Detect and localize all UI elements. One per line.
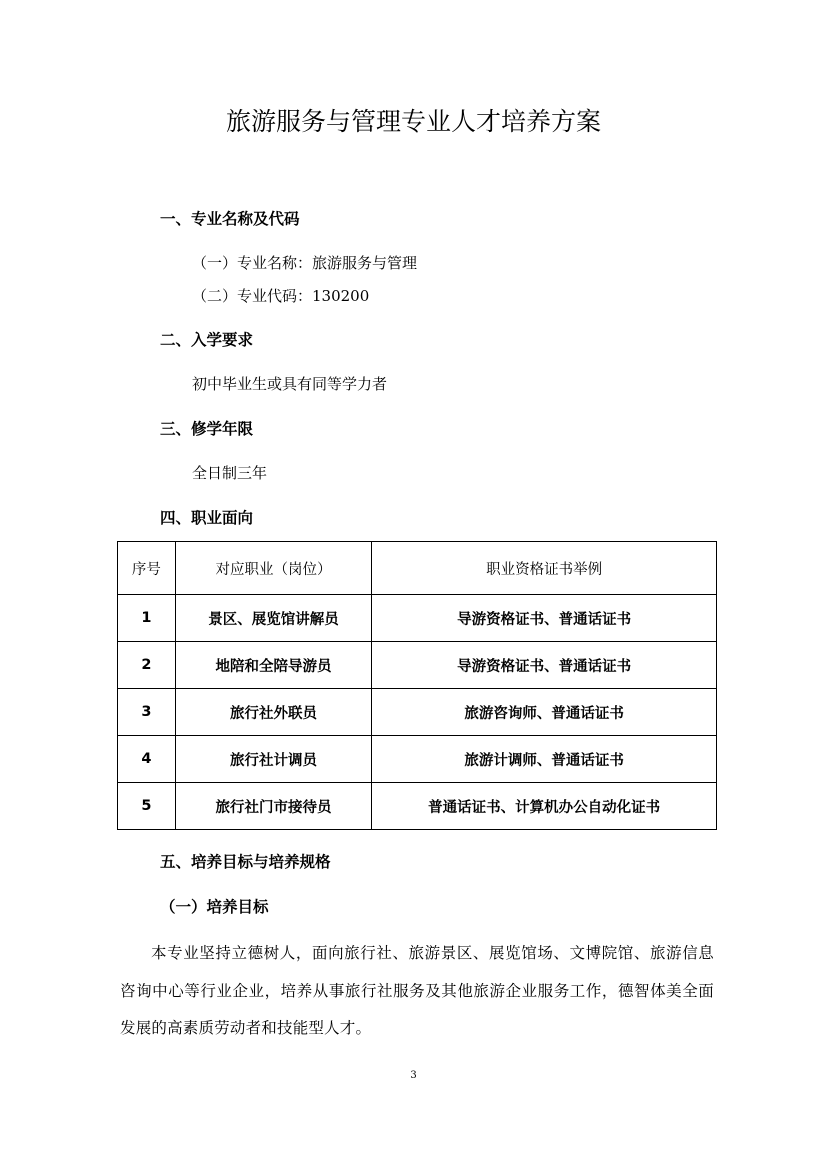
study-duration: 全日制三年 — [192, 464, 268, 482]
table-cell: 旅游咨询师、普通话证书 — [372, 689, 717, 736]
table-row — [118, 689, 717, 736]
table-cell: 导游资格证书、普通话证书 — [372, 642, 717, 689]
document-title: 旅游服务与管理专业人才培养方案 — [225, 107, 601, 136]
section-heading-1: 一、专业名称及代码 — [160, 210, 300, 228]
table-header-cell: 对应职业（岗位） — [175, 542, 371, 595]
page-number: 3 — [410, 1070, 417, 1081]
table-row — [118, 595, 717, 642]
table-cell: 旅游计调师、普通话证书 — [372, 736, 717, 783]
table-cell: 3 — [118, 689, 176, 736]
table-cell: 5 — [118, 783, 176, 830]
table-cell: 旅行社计调员 — [175, 736, 371, 783]
admission-requirement: 初中毕业生或具有同等学力者 — [192, 375, 388, 393]
table-cell: 2 — [118, 642, 176, 689]
section-heading-3: 三、修学年限 — [160, 420, 254, 438]
training-goal-paragraph: 本专业坚持立德树人，面向旅行社、旅游景区、展览馆场、文博院馆、旅游信息咨询中心等行业企业，培养从事旅行社服务及其他旅游企业服务工作，德智体美全面发展的高素质劳动者和技能型人才。 — [120, 944, 714, 1037]
major-code: （二）专业代码：130200 — [192, 287, 370, 305]
table-cell: 旅行社外联员 — [175, 689, 371, 736]
table-row — [118, 783, 717, 830]
table-cell: 普通话证书、计算机办公自动化证书 — [372, 783, 717, 830]
section-heading-2: 二、入学要求 — [160, 331, 254, 349]
career-table — [117, 541, 717, 830]
table-row — [118, 736, 717, 783]
section-heading-4: 四、职业面向 — [160, 509, 254, 527]
section-heading-5: 五、培养目标与培养规格 — [160, 853, 331, 871]
table-cell: 地陪和全陪导游员 — [175, 642, 371, 689]
table-cell: 4 — [118, 736, 176, 783]
subsection-heading: （一）培养目标 — [160, 898, 269, 916]
table-header-cell: 职业资格证书举例 — [372, 542, 717, 595]
table-cell: 景区、展览馆讲解员 — [175, 595, 371, 642]
table-cell: 导游资格证书、普通话证书 — [372, 595, 717, 642]
table-row — [118, 642, 717, 689]
table-header-cell: 序号 — [118, 542, 176, 595]
major-name: （一）专业名称：旅游服务与管理 — [192, 254, 418, 272]
table-header-row — [118, 542, 717, 595]
table-cell: 1 — [118, 595, 176, 642]
table-cell: 旅行社门市接待员 — [175, 783, 371, 830]
